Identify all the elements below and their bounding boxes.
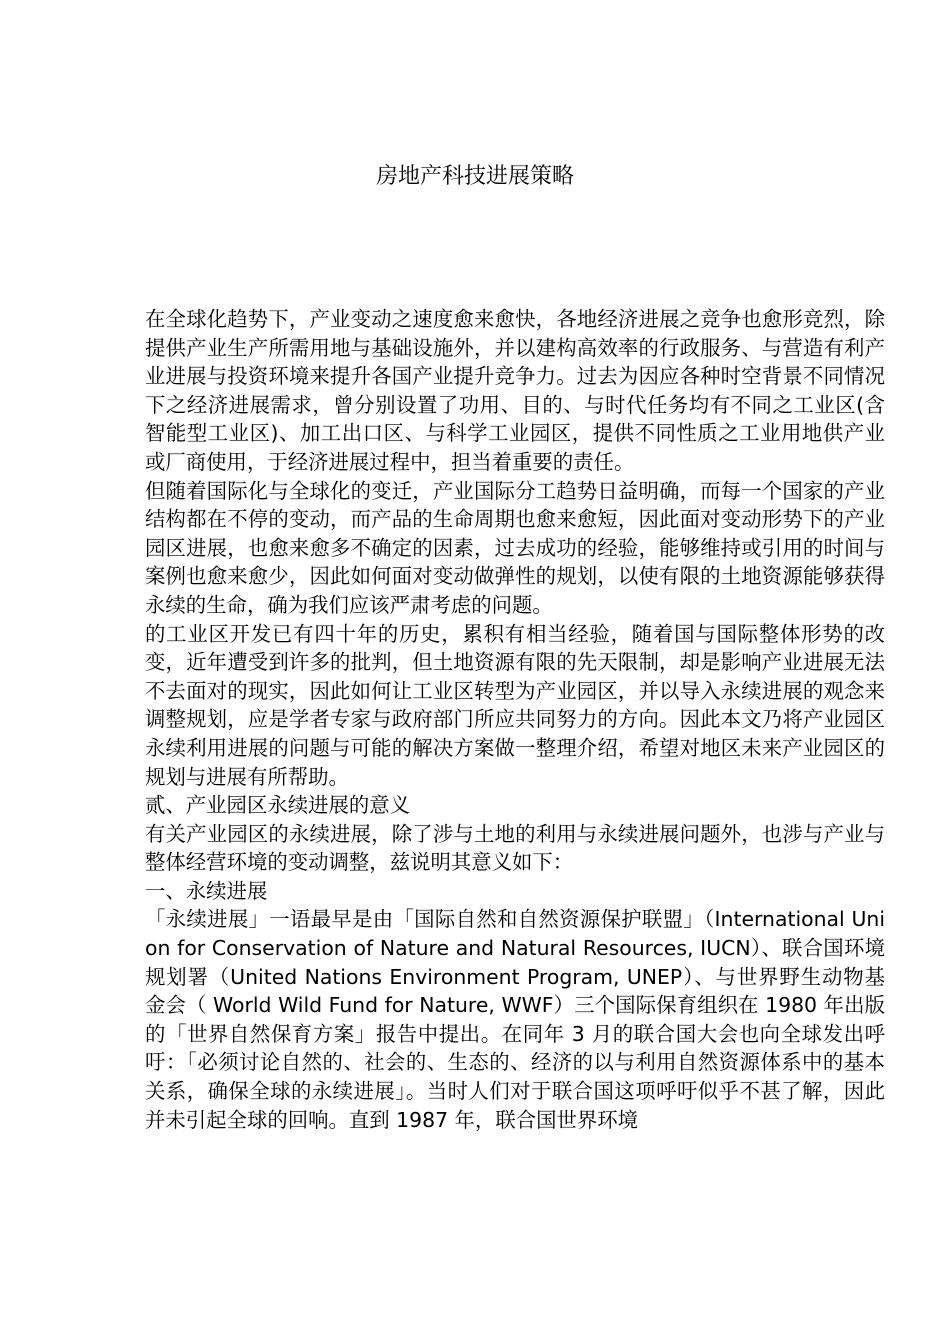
body-paragraph-1: 在全球化趋势下，产业变动之速度愈来愈快，各地经济进展之竞争也愈形竞烈，除提供产业生产所需用地与基础设施外，并以建构高效率的行政服务、与营造有利产业进展与投资环境来提升各国产业提升竞争力。过去为因应各种时空背景不同情况下之经济进展需求，曾分别设置了功用、目的、与时代任务均有不同之工业区(含智能型工业区)、加工出口区、与科学工业园区，提供不同性质之工业用地供产业或厂商使用，于经济进展过程中，担当着重要的责任。: [145, 307, 885, 474]
document-title: 房地产科技进展策略: [375, 164, 574, 189]
section-intro-paragraph: 有关产业园区的永续进展，除了涉与土地的利用与永续进展问题外，也涉与产业与整体经营环境的变动调整，兹说明其意义如下：: [145, 821, 885, 875]
subsection-heading: 一、永续进展: [145, 878, 268, 903]
body-paragraph-2: 但随着国际化与全球化的变迁，产业国际分工趋势日益明确，而每一个国家的产业结构都在不停的变动，而产品的生命周期也愈来愈短，因此面对变动形势下的产业园区进展，也愈来愈多不确定的因素，过去成功的经验，能够维持或引用的时间与案例也愈来愈少，因此如何面对变动做弹性的规划，以使有限的土地资源能够获得永续的生命，确为我们应该严肃考虑的问题。: [145, 478, 885, 617]
body-paragraph-3: 的工业区开发已有四十年的历史，累积有相当经验，随着国与国际整体形势的改变，近年遭受到许多的批判，但土地资源有限的先天限制，却是影响产业进展无法不去面对的现实，因此如何让工业区转型为产业园区，并以导入永续进展的观念来调整规划，应是学者专家与政府部门所应共同努力的方向。因此本文乃将产业园区永续利用进展的问题与可能的解决方案做一整理介绍，希望对地区未来产业园区的规划与进展有所帮助。: [145, 621, 885, 789]
section-heading: 贰、产业园区永续进展的意义: [145, 793, 411, 818]
document-body: [145, 305, 885, 1134]
subsection-paragraph: 「永续进展」一语最早是由「国际自然和自然资源保护联盟」（International Union for Conservation of Nature and Natural Resources, IUCN）、联合国环境规划署（United Nations Environment Program, UNEP）、与世界野生动物基金会（ World Wild Fund for Nature, WWF）三个国际保育组织在 1980 年出版的「世界自然保育方案」报告中提出。在同年 3 月的联合国大会也向全球发出呼吁：「必须讨论自然的、社会的、生态的、经济的以与利用自然资源体系中的基本关系，确保全球的永续进展」。当时人们对于联合国这项呼吁似乎不甚了解，因此并未引起全球的回响。直到 1987 年，联合国世界环境: [145, 907, 885, 1132]
